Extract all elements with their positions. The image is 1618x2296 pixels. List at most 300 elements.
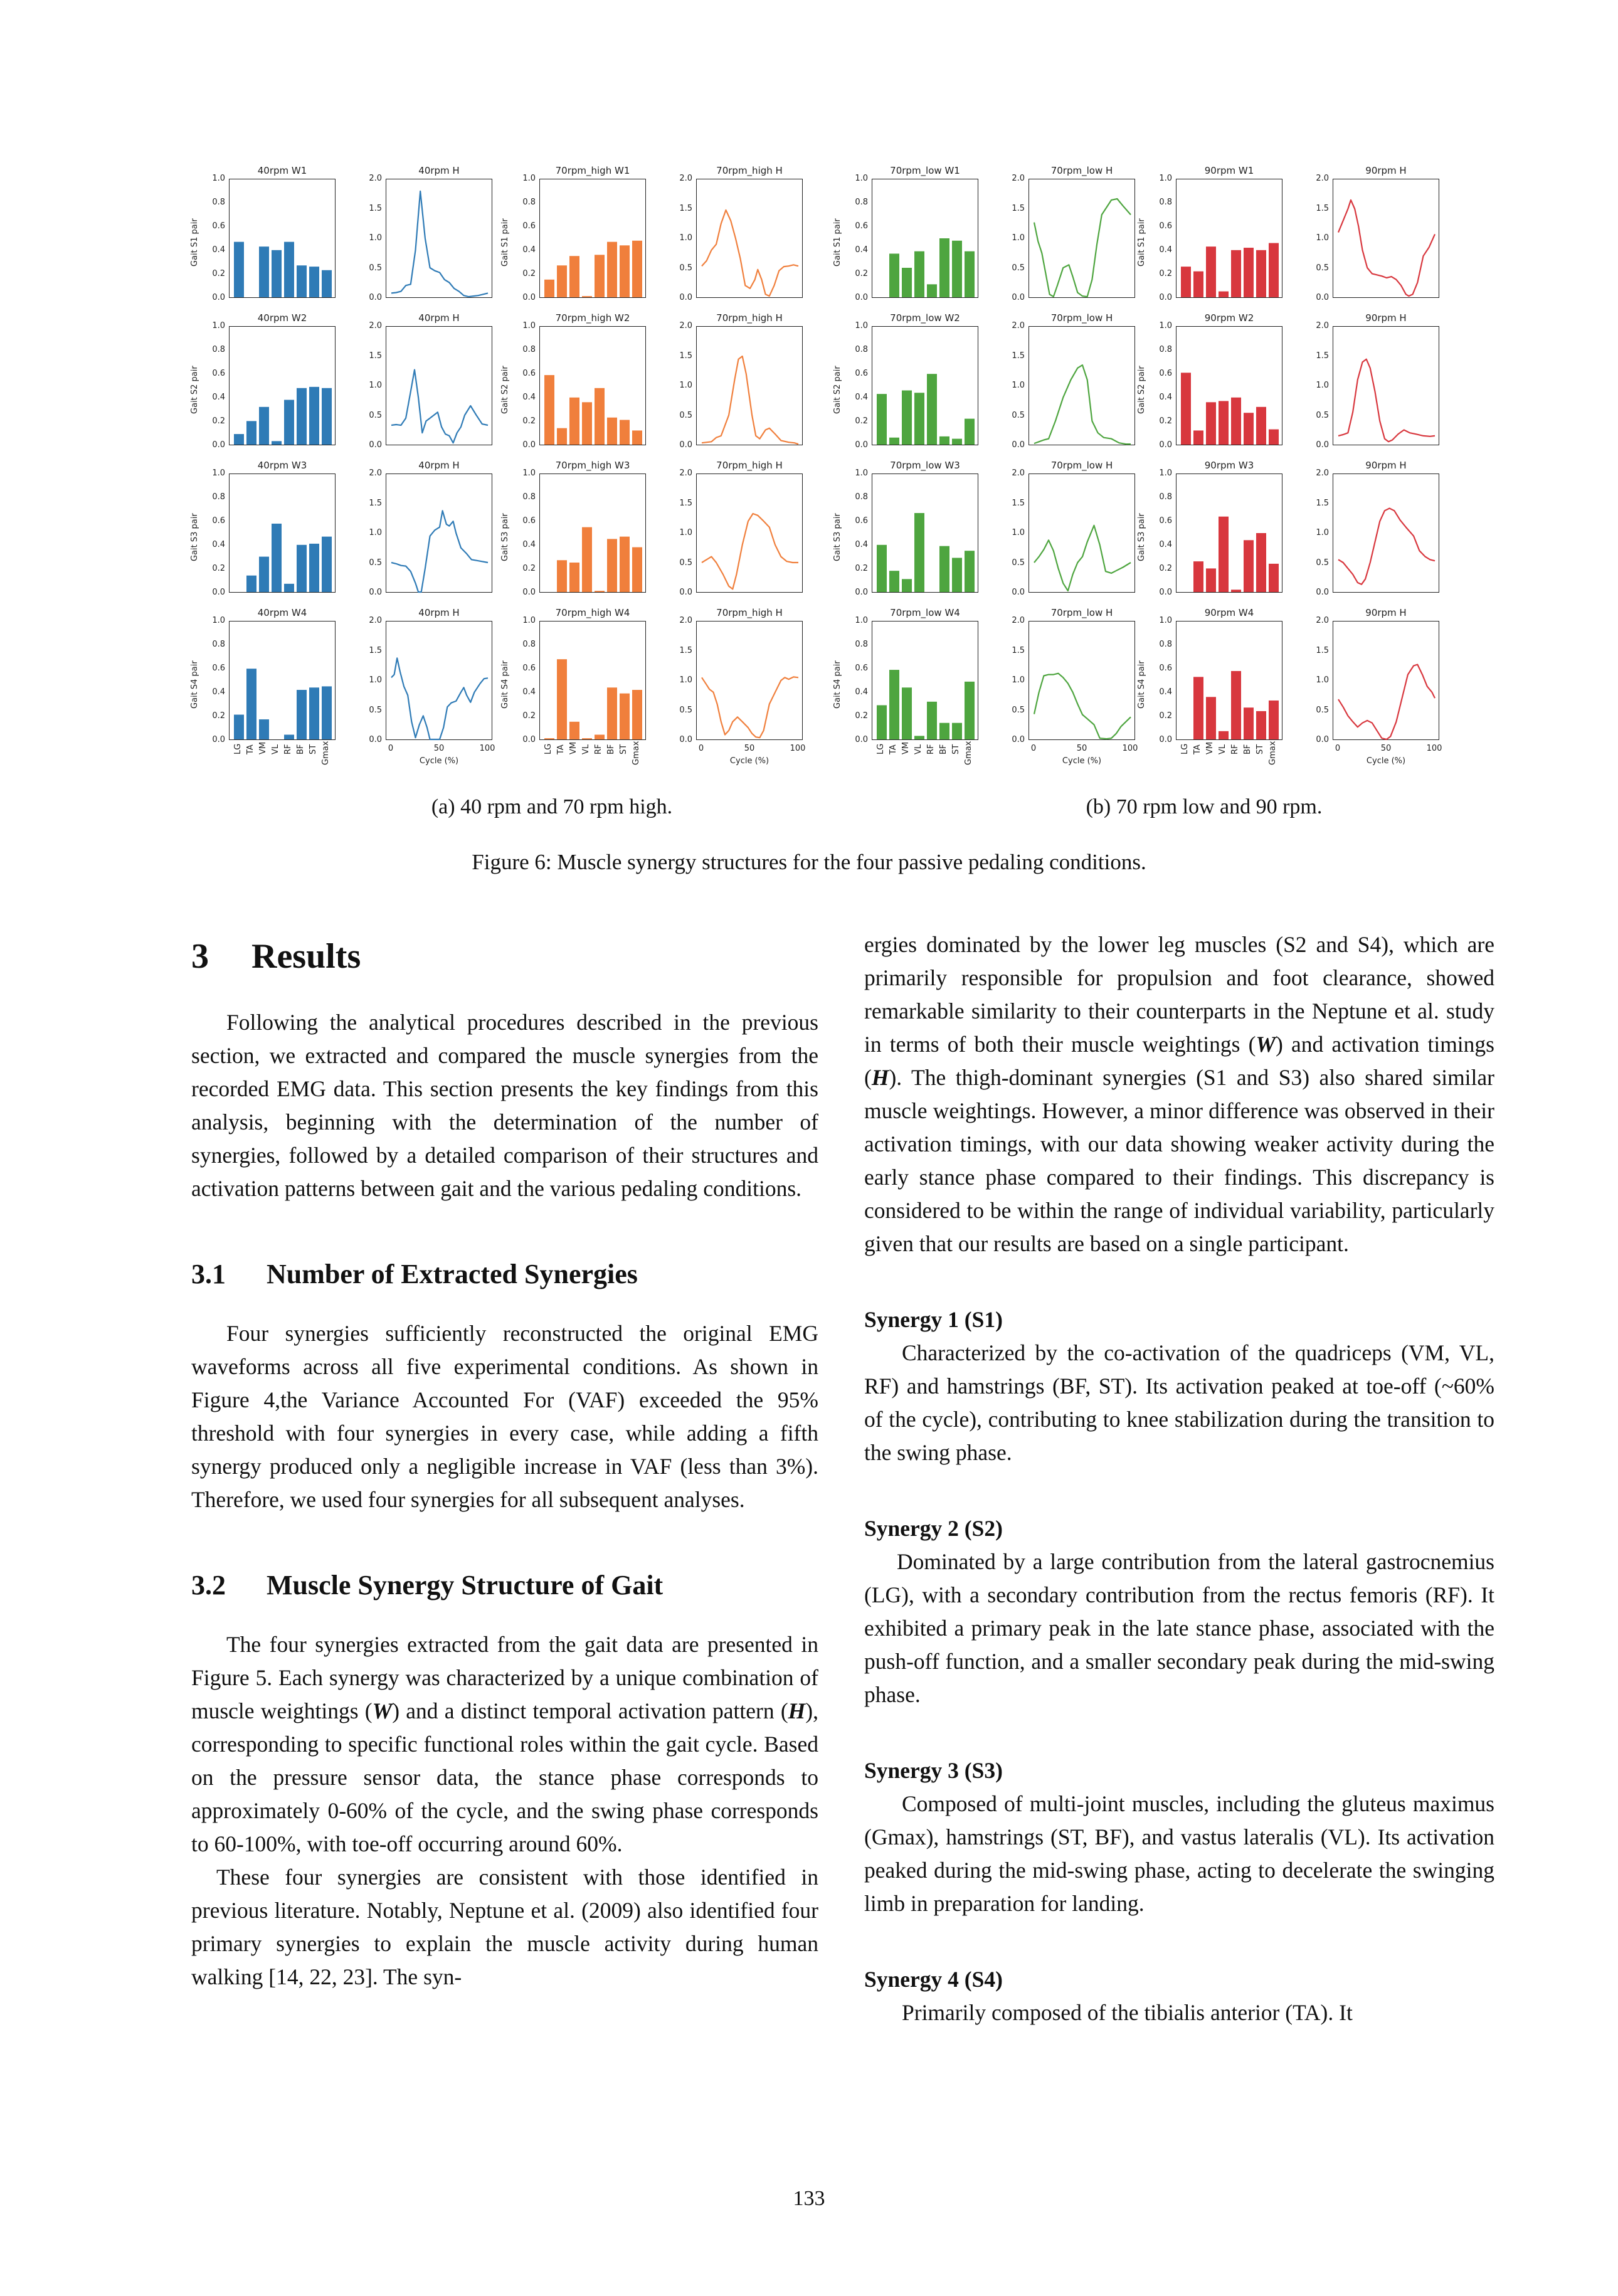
weight-bar xyxy=(284,584,294,592)
x-tick-label: 100 xyxy=(1122,744,1138,753)
weight-bar xyxy=(1206,402,1216,445)
x-tick-label: 0 xyxy=(1030,744,1037,753)
y-tick-label: 0.0 xyxy=(855,588,868,597)
y-tick-label: 1.0 xyxy=(855,174,868,183)
y-tick-label: 0.2 xyxy=(522,711,536,721)
plot-title: 40rpm H xyxy=(418,312,460,324)
plot-title: 90rpm H xyxy=(1365,607,1407,618)
y-tick-label: 1.0 xyxy=(1316,675,1329,685)
y-tick-label: 0.0 xyxy=(855,293,868,302)
w-bar-axes xyxy=(1176,621,1282,740)
y-tick-label: 0.0 xyxy=(1316,440,1329,450)
y-tick-label: 0.0 xyxy=(212,735,225,744)
muscle-tick-label: TA xyxy=(1193,744,1202,754)
y-tick-label: 0.6 xyxy=(212,369,225,378)
y-tick-label: 2.0 xyxy=(369,616,382,625)
y-tick-label: 2.0 xyxy=(369,468,382,478)
muscle-tick-label: LG xyxy=(876,743,886,754)
figure-caption: Figure 6: Muscle synergy structures for the four passive pedaling conditions. xyxy=(472,850,1146,874)
y-tick-label: 0.5 xyxy=(1012,410,1025,420)
weight-bar xyxy=(607,687,617,739)
y-tick-label: 1.5 xyxy=(1316,203,1329,213)
weight-bar xyxy=(582,402,592,445)
y-tick-label: 2.0 xyxy=(1012,174,1025,183)
y-tick-label: 1.5 xyxy=(369,498,382,508)
y-tick-label: 0.4 xyxy=(1159,687,1172,697)
figure-6 xyxy=(190,160,1499,812)
y-tick-label: 0.6 xyxy=(1159,516,1172,526)
weight-bar xyxy=(927,702,937,739)
y-tick-label: 1.5 xyxy=(369,351,382,361)
x-tick-label: 0 xyxy=(698,744,704,753)
h-line-axes xyxy=(1028,326,1135,445)
y-tick-label: 1.5 xyxy=(1316,645,1329,655)
weight-bar xyxy=(309,687,319,739)
h-line-axes xyxy=(386,326,492,445)
y-tick-label: 0.2 xyxy=(855,711,868,721)
y-axis-label: Gait S2 pair xyxy=(190,366,199,414)
weight-bar xyxy=(914,251,924,297)
weight-bar xyxy=(309,267,319,297)
y-tick-label: 0.6 xyxy=(855,516,868,526)
plot-title: 40rpm W4 xyxy=(257,607,307,618)
y-tick-label: 0.4 xyxy=(212,540,225,549)
y-tick-label: 0.8 xyxy=(1159,640,1172,649)
y-tick-label: 0.2 xyxy=(522,564,536,573)
y-tick-label: 0.0 xyxy=(1159,588,1172,597)
activation-curve xyxy=(1338,509,1435,585)
y-tick-label: 0.6 xyxy=(855,221,868,231)
weight-bar xyxy=(914,393,924,445)
plot-title: 70rpm_high H xyxy=(716,165,783,176)
y-tick-label: 0.6 xyxy=(522,516,536,526)
y-tick-label: 1.5 xyxy=(679,203,692,213)
y-tick-label: 0.0 xyxy=(522,293,536,302)
y-tick-label: 0.4 xyxy=(522,687,536,697)
y-tick-label: 0.0 xyxy=(1012,588,1025,597)
x-axis-label: Cycle (%) xyxy=(1062,756,1102,766)
plot-title: 70rpm_low W3 xyxy=(890,460,960,471)
weight-bar xyxy=(1269,564,1279,592)
y-tick-label: 0.2 xyxy=(212,564,225,573)
y-tick-label: 1.0 xyxy=(212,468,225,478)
y-tick-label: 1.0 xyxy=(1316,528,1329,537)
weight-bar xyxy=(620,694,630,739)
weight-bar xyxy=(607,242,617,297)
weight-bar xyxy=(544,280,554,297)
weight-bar xyxy=(595,734,605,739)
y-tick-label: 0.4 xyxy=(522,393,536,402)
muscle-tick-label: Gmax xyxy=(964,741,973,765)
muscle-tick-label: TA xyxy=(556,744,566,754)
y-tick-label: 0.8 xyxy=(855,198,868,207)
muscle-tick-label: ST xyxy=(309,744,318,754)
weight-bar xyxy=(557,659,567,739)
weight-bar xyxy=(309,387,319,445)
y-tick-label: 0.0 xyxy=(212,588,225,597)
y-tick-label: 0.5 xyxy=(1316,410,1329,420)
weight-bar xyxy=(889,438,899,445)
y-tick-label: 0.4 xyxy=(522,245,536,255)
y-tick-label: 0.5 xyxy=(369,263,382,273)
synergy-4-heading: Synergy 4 (S4) xyxy=(864,1967,1003,1992)
weight-bar xyxy=(259,557,269,592)
y-tick-label: 1.0 xyxy=(212,321,225,331)
plot-title: 70rpm_high W1 xyxy=(555,165,630,176)
h-line-axes xyxy=(1333,179,1439,298)
weight-bar xyxy=(620,537,630,592)
y-tick-label: 1.5 xyxy=(1012,498,1025,508)
y-tick-label: 2.0 xyxy=(679,468,692,478)
y-tick-label: 1.0 xyxy=(855,468,868,478)
weight-bar xyxy=(1219,401,1229,445)
y-tick-label: 1.0 xyxy=(522,174,536,183)
w-bar-axes xyxy=(229,326,336,445)
weight-bar xyxy=(965,419,975,445)
weight-bar xyxy=(297,388,307,445)
weight-bar xyxy=(620,245,630,297)
intro-paragraph: Following the analytical procedures described in the previous section, we extracted and compared the muscle synergies from the recorded EMG data. This section presents the key findings from this analysis, beginning with the determination of the number of synergies, followed by a detailed comparison of their structures and activation patterns between gait and the various pedaling conditions. xyxy=(191,1010,818,1201)
y-tick-label: 1.0 xyxy=(522,321,536,331)
weight-bar xyxy=(1193,561,1203,592)
synergy-2-text: Dominated by a large contribution from the lateral gastrocnemius (LG), with a secondary contribution from the rectus femoris (RF). It exhibited a primary peak in the late stance phase, associated with the push-off function, and a smaller secondary peak during the mid-swing phase. xyxy=(864,1549,1494,1707)
weight-bar xyxy=(877,705,887,739)
y-tick-label: 1.0 xyxy=(679,528,692,537)
y-tick-label: 1.5 xyxy=(369,645,382,655)
w-bar-axes xyxy=(229,179,336,298)
weight-bar xyxy=(322,686,332,739)
y-tick-label: 1.0 xyxy=(1012,675,1025,685)
weight-bar xyxy=(1206,697,1216,739)
weight-bar xyxy=(322,537,332,592)
weight-bar xyxy=(569,722,579,739)
w-bar-axes xyxy=(539,326,646,445)
weight-bar xyxy=(595,591,605,592)
y-tick-label: 1.0 xyxy=(369,233,382,243)
weight-bar xyxy=(1193,272,1203,297)
activation-curve xyxy=(391,658,488,739)
synergy-3-text: Composed of multi-joint muscles, including the gluteus maximus (Gmax), hamstrings (ST, BF), and vastus lateralis (VL). Its activation peaked during the mid-swing phase, acting to decelerate the swinging limb in preparation for landing. xyxy=(864,1791,1494,1916)
y-tick-label: 1.0 xyxy=(855,616,868,625)
plot-title: 90rpm H xyxy=(1365,312,1407,324)
plot-title: 40rpm H xyxy=(418,165,460,176)
weight-bar xyxy=(259,407,269,445)
y-tick-label: 0.6 xyxy=(522,221,536,231)
weight-bar xyxy=(1219,731,1229,739)
weight-bar xyxy=(889,670,899,739)
y-tick-label: 0.0 xyxy=(1012,735,1025,744)
y-tick-label: 0.4 xyxy=(855,687,868,697)
activation-curve xyxy=(1338,200,1435,296)
plot-title: 90rpm W2 xyxy=(1204,312,1254,324)
y-tick-label: 0.4 xyxy=(1159,393,1172,402)
weight-bar xyxy=(902,579,912,592)
activation-curve xyxy=(702,210,798,296)
plot-title: 70rpm_low W1 xyxy=(890,165,960,176)
muscle-tick-label: BF xyxy=(939,744,948,754)
y-tick-label: 0.5 xyxy=(679,263,692,273)
weight-bar xyxy=(1244,540,1254,592)
y-axis-label: Gait S3 pair xyxy=(1137,513,1146,561)
y-tick-label: 0.2 xyxy=(1159,269,1172,278)
weight-bar xyxy=(889,571,899,592)
y-tick-label: 1.0 xyxy=(369,675,382,685)
weight-bar xyxy=(914,736,924,739)
y-tick-label: 0.5 xyxy=(1012,558,1025,568)
weight-bar xyxy=(544,738,554,739)
y-tick-label: 0.6 xyxy=(855,369,868,378)
h-line-axes xyxy=(386,473,492,593)
weight-bar xyxy=(914,513,924,592)
gait-structure-paragraph: The four synergies extracted from the gait data are presented in Figure 5. Each synergy was characterized by a unique combination of muscle weightings (W) and a distinct temporal activation pattern (H), corresponding to specific functional roles within the gait cycle. Based on the pressure sensor data, the stance phase corresponds to approximately 0-60% of the cycle, and the swing phase corresponds to 60-100%, with toe-off occurring around 60%. xyxy=(191,1632,818,1856)
activation-curve xyxy=(1034,526,1131,591)
y-tick-label: 2.0 xyxy=(1012,321,1025,331)
y-tick-label: 0.5 xyxy=(679,705,692,715)
y-tick-label: 0.0 xyxy=(855,735,868,744)
plot-title: 70rpm_low H xyxy=(1050,165,1113,176)
weight-bar xyxy=(952,241,962,297)
synergy-1-heading: Synergy 1 (S1) xyxy=(864,1307,1003,1332)
h-line-axes xyxy=(1333,326,1439,445)
y-axis-label: Gait S1 pair xyxy=(500,218,510,267)
plot-title: 70rpm_high H xyxy=(716,312,783,324)
muscle-tick-label: VL xyxy=(581,744,591,754)
y-tick-label: 0.8 xyxy=(212,198,225,207)
h-line-axes xyxy=(386,621,492,740)
y-tick-label: 0.8 xyxy=(522,640,536,649)
weight-bar xyxy=(297,545,307,592)
y-tick-label: 2.0 xyxy=(679,321,692,331)
y-tick-label: 1.0 xyxy=(679,381,692,390)
weight-bar xyxy=(1219,517,1229,592)
x-axis-label: Cycle (%) xyxy=(729,756,769,766)
weight-bar xyxy=(569,256,579,297)
weight-bar xyxy=(322,388,332,445)
y-tick-label: 1.0 xyxy=(1012,528,1025,537)
weight-bar xyxy=(1193,430,1203,445)
weight-bar xyxy=(1256,533,1266,592)
x-tick-label: 100 xyxy=(790,744,806,753)
y-tick-label: 0.0 xyxy=(1012,440,1025,450)
y-tick-label: 2.0 xyxy=(1316,616,1329,625)
subsection-heading-3-2: 3.2 Muscle Synergy Structure of Gait xyxy=(191,1570,664,1600)
y-tick-label: 1.0 xyxy=(369,528,382,537)
y-tick-label: 1.0 xyxy=(679,675,692,685)
weight-bar xyxy=(246,669,256,739)
weight-bar xyxy=(557,428,567,445)
y-tick-label: 1.0 xyxy=(522,616,536,625)
weight-bar xyxy=(1231,671,1241,739)
weight-bar xyxy=(569,563,579,592)
y-tick-label: 1.5 xyxy=(1012,203,1025,213)
y-tick-label: 0.5 xyxy=(1316,558,1329,568)
plot-title: 90rpm W3 xyxy=(1204,460,1254,471)
muscle-tick-label: RF xyxy=(926,744,936,754)
activation-curve xyxy=(702,677,798,738)
y-axis-label: Gait S3 pair xyxy=(833,513,842,561)
weight-bar xyxy=(632,241,642,297)
activation-curve xyxy=(391,191,488,297)
x-tick-label: 0 xyxy=(1335,744,1341,753)
activation-curve xyxy=(391,511,488,592)
weight-bar xyxy=(582,527,592,592)
weight-bar xyxy=(246,576,256,592)
weight-bar xyxy=(1244,707,1254,739)
subcaption-a: (a) 40 rpm and 70 rpm high. xyxy=(431,795,673,818)
y-tick-label: 0.8 xyxy=(212,640,225,649)
plot-title: 90rpm W1 xyxy=(1204,165,1254,176)
weight-bar xyxy=(927,284,937,297)
w-bar-axes xyxy=(539,621,646,740)
weight-bar xyxy=(965,551,975,592)
y-axis-label: Gait S4 pair xyxy=(190,660,199,709)
activation-curve xyxy=(1338,359,1435,442)
y-tick-label: 2.0 xyxy=(1316,468,1329,478)
weight-bar xyxy=(1206,246,1216,297)
weight-bar xyxy=(1244,248,1254,297)
y-tick-label: 0.6 xyxy=(522,369,536,378)
w-bar-axes xyxy=(1176,473,1282,593)
weight-bar xyxy=(607,418,617,445)
x-axis-label: Cycle (%) xyxy=(1366,756,1406,766)
h-line-axes xyxy=(696,473,803,593)
h-line-axes xyxy=(1333,621,1439,740)
weight-bar xyxy=(1244,413,1254,445)
plot-title: 70rpm_low W4 xyxy=(890,607,960,618)
y-tick-label: 1.0 xyxy=(679,233,692,243)
weight-bar xyxy=(1269,243,1279,297)
weight-bar xyxy=(557,560,567,592)
y-tick-label: 2.0 xyxy=(679,616,692,625)
y-tick-label: 0.6 xyxy=(1159,221,1172,231)
y-tick-label: 0.0 xyxy=(212,440,225,450)
weight-bar xyxy=(902,687,912,739)
y-tick-label: 1.0 xyxy=(369,381,382,390)
weight-bar xyxy=(284,734,294,739)
y-tick-label: 1.5 xyxy=(1316,351,1329,361)
y-tick-label: 0.0 xyxy=(1159,293,1172,302)
y-tick-label: 1.5 xyxy=(1012,351,1025,361)
activation-curve xyxy=(1338,665,1435,739)
h-line-axes xyxy=(1028,621,1135,740)
y-tick-label: 0.4 xyxy=(855,393,868,402)
y-tick-label: 0.6 xyxy=(212,516,225,526)
activation-curve xyxy=(702,514,798,589)
y-tick-label: 0.8 xyxy=(1159,492,1172,502)
y-axis-label: Gait S2 pair xyxy=(500,366,510,414)
synergy-1-text: Characterized by the co-activation of the quadriceps (VM, VL, RF) and hamstrings (BF, ST). Its activation peaked at toe-off (~60% of the cycle), contributing to knee stabilization during the transition to the swing phase. xyxy=(864,1340,1494,1465)
y-tick-label: 1.0 xyxy=(522,468,536,478)
weight-bar xyxy=(569,398,579,445)
y-axis-label: Gait S4 pair xyxy=(833,660,842,709)
y-tick-label: 0.8 xyxy=(522,198,536,207)
y-tick-label: 0.0 xyxy=(1159,735,1172,744)
plot-title: 70rpm_high H xyxy=(716,607,783,618)
x-tick-label: 100 xyxy=(1426,744,1442,753)
y-tick-label: 0.5 xyxy=(679,410,692,420)
w-bar-axes xyxy=(872,326,978,445)
page-number: 133 xyxy=(793,2187,825,2210)
plot-title: 70rpm_high W4 xyxy=(555,607,630,618)
weight-bar xyxy=(284,242,294,297)
weight-bar xyxy=(1181,267,1191,297)
weight-bar xyxy=(877,394,887,445)
activation-curve xyxy=(1034,365,1131,444)
synergy-count-paragraph: Four synergies sufficiently reconstructed the original EMG waveforms across all five experimental conditions. As shown in Figure 4,the Variance Accounted For (VAF) exceeded the 95% threshold with four synergies in every case, while adding a fifth synergy produced only a negligible increase in VAF (less than 3%). Therefore, we used four synergies for all subsequent analyses. xyxy=(191,1321,818,1512)
plot-title: 90rpm W4 xyxy=(1204,607,1254,618)
y-tick-label: 0.4 xyxy=(855,540,868,549)
muscle-tick-label: LG xyxy=(1180,743,1190,754)
y-tick-label: 0.2 xyxy=(1159,416,1172,426)
x-tick-label: 0 xyxy=(388,744,394,753)
muscle-tick-label: VL xyxy=(914,744,923,754)
y-tick-label: 1.0 xyxy=(1159,174,1172,183)
y-tick-label: 0.8 xyxy=(855,492,868,502)
h-line-axes xyxy=(386,179,492,298)
activation-curve xyxy=(1034,674,1131,739)
weight-bar xyxy=(1231,590,1241,592)
weight-bar xyxy=(234,242,244,297)
weight-bar xyxy=(939,436,949,445)
y-tick-label: 1.5 xyxy=(1012,645,1025,655)
y-tick-label: 0.8 xyxy=(1159,345,1172,354)
y-tick-label: 0.5 xyxy=(1012,263,1025,273)
weight-bar xyxy=(1231,250,1241,297)
weight-bar xyxy=(902,268,912,297)
w-bar-axes xyxy=(539,179,646,298)
activation-curve xyxy=(1034,199,1131,297)
y-tick-label: 2.0 xyxy=(1012,468,1025,478)
plot-title: 90rpm H xyxy=(1365,460,1407,471)
y-tick-label: 0.4 xyxy=(855,245,868,255)
y-tick-label: 0.5 xyxy=(1316,263,1329,273)
weight-bar xyxy=(259,719,269,739)
weight-bar xyxy=(272,250,282,297)
weight-bar xyxy=(939,546,949,592)
plot-title: 90rpm H xyxy=(1365,165,1407,176)
activation-curve xyxy=(702,356,798,444)
y-tick-label: 1.0 xyxy=(212,174,225,183)
y-axis-label: Gait S1 pair xyxy=(1137,218,1146,267)
muscle-tick-label: ST xyxy=(619,744,628,754)
w-bar-axes xyxy=(872,621,978,740)
weight-bar xyxy=(284,400,294,445)
y-tick-label: 0.0 xyxy=(679,735,692,744)
y-tick-label: 0.2 xyxy=(1159,564,1172,573)
muscle-tick-label: TA xyxy=(246,744,255,754)
y-tick-label: 0.0 xyxy=(1012,293,1025,302)
y-tick-label: 1.0 xyxy=(1159,616,1172,625)
weight-bar xyxy=(965,251,975,297)
y-axis-label: Gait S3 pair xyxy=(500,513,510,561)
muscle-tick-label: TA xyxy=(889,744,898,754)
plot-title: 40rpm H xyxy=(418,607,460,618)
y-tick-label: 0.2 xyxy=(212,269,225,278)
h-line-axes xyxy=(696,179,803,298)
y-tick-label: 1.0 xyxy=(1012,381,1025,390)
weight-bar xyxy=(297,265,307,297)
y-tick-label: 0.0 xyxy=(679,588,692,597)
weight-bar xyxy=(889,253,899,297)
y-tick-label: 0.0 xyxy=(369,293,382,302)
muscle-tick-label: ST xyxy=(951,744,961,754)
y-tick-label: 1.0 xyxy=(1316,381,1329,390)
y-tick-label: 0.2 xyxy=(855,416,868,426)
y-tick-label: 0.4 xyxy=(212,393,225,402)
weight-bar xyxy=(1231,398,1241,445)
y-tick-label: 0.0 xyxy=(369,588,382,597)
y-tick-label: 0.4 xyxy=(522,540,536,549)
